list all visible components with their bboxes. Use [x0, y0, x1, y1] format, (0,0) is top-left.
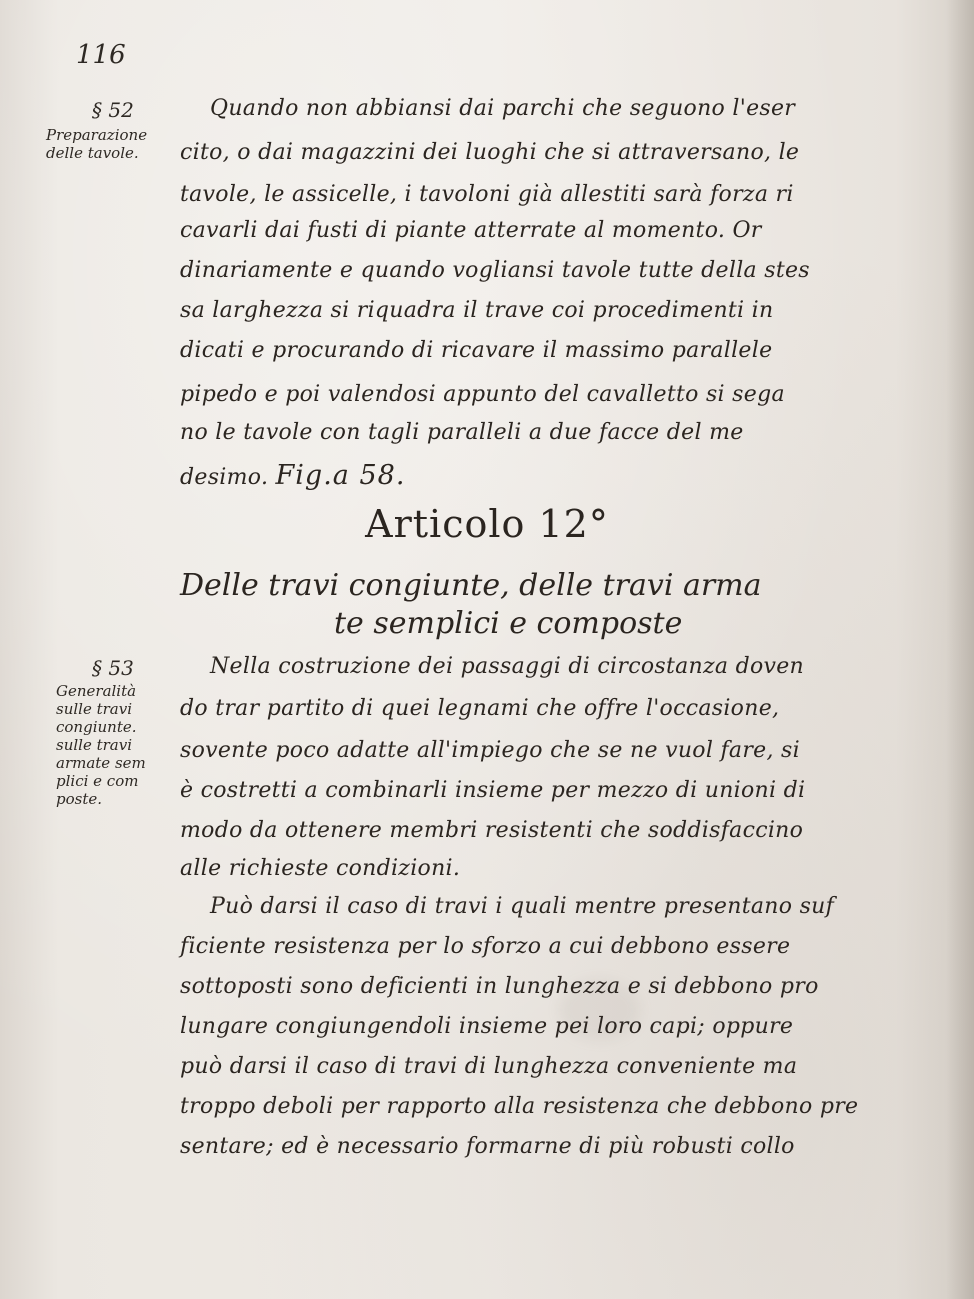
text-line: Può darsi il caso di travi i quali mentre presentano suf: [210, 894, 835, 919]
text-line: do trar partito di quei legnami che offre l'occasione,: [180, 696, 780, 721]
margin-note-line: poste.: [56, 790, 103, 808]
text-line: cavarli dai fusti di piante atterrate al momento. Or: [180, 218, 762, 243]
text-line: troppo deboli per rapporto alla resistenza che debbono pre: [180, 1094, 859, 1119]
section-52-number: § 52: [92, 98, 134, 122]
text-line: è costretti a combinarli insieme per mezzo di unioni di: [180, 778, 806, 803]
article-subtitle-line: Delle travi congiunte, delle travi arma: [180, 568, 762, 603]
text-line: modo da ottenere membri resistenti che soddisfaccino: [180, 818, 804, 843]
text-line-with-figure: [180, 460, 405, 491]
margin-note-line: sulle travi: [56, 700, 133, 718]
text-line: ficiente resistenza per lo sforzo a cui debbono essere: [180, 934, 791, 959]
margin-note-line: congiunte.: [56, 718, 137, 736]
text-line: cito, o dai magazzini dei luoghi che si attraversano, le: [180, 140, 800, 165]
figure-reference: Fig.a 58.: [275, 460, 406, 491]
text-line: pipedo e poi valendosi appunto del cavalletto si sega: [180, 382, 785, 407]
section-52-margin-note: [46, 126, 147, 162]
text-line: sentare; ed è necessario formarne di più robusti collo: [180, 1134, 795, 1159]
text-line: sottoposti sono deficienti in lunghezza e si debbono pro: [180, 974, 819, 999]
section-53-number: § 53: [92, 656, 134, 680]
section-53-margin-note: [56, 682, 146, 808]
text-line: tavole, le assicelle, i tavoloni già allestiti sarà forza ri: [180, 182, 794, 207]
text-line: dinariamente e quando vogliansi tavole tutte della stes: [180, 258, 810, 283]
margin-note-line: Generalità: [56, 682, 137, 700]
text-line-end: desimo.: [180, 465, 269, 490]
page-edge-shadow: [946, 0, 974, 1299]
margin-note-line: armate sem: [56, 754, 146, 772]
margin-note-line: sulle travi: [56, 736, 133, 754]
text-line: lungare congiungendoli insieme pei loro capi; oppure: [180, 1014, 794, 1039]
article-title: Articolo 12°: [365, 502, 609, 546]
text-line: no le tavole con tagli paralleli a due facce del me: [180, 420, 744, 445]
text-line: dicati e procurando di ricavare il massimo parallele: [180, 338, 773, 363]
text-line: sa larghezza si riquadra il trave coi procedimenti in: [180, 298, 774, 323]
margin-note-line: delle tavole.: [46, 144, 139, 162]
margin-note-line: plici e com: [56, 772, 139, 790]
text-line: alle richieste condizioni.: [180, 856, 461, 881]
text-line: sovente poco adatte all'impiego che se ne vuol fare, si: [180, 738, 800, 763]
margin-note-line: Preparazione: [46, 126, 148, 144]
text-line: può darsi il caso di travi di lunghezza conveniente ma: [180, 1054, 798, 1079]
text-line: Quando non abbiansi dai parchi che seguono l'eser: [210, 96, 796, 121]
article-subtitle-line: te semplici e composte: [334, 606, 683, 641]
page-number: 116: [76, 40, 126, 70]
text-line: Nella costruzione dei passaggi di circostanza doven: [210, 654, 805, 679]
